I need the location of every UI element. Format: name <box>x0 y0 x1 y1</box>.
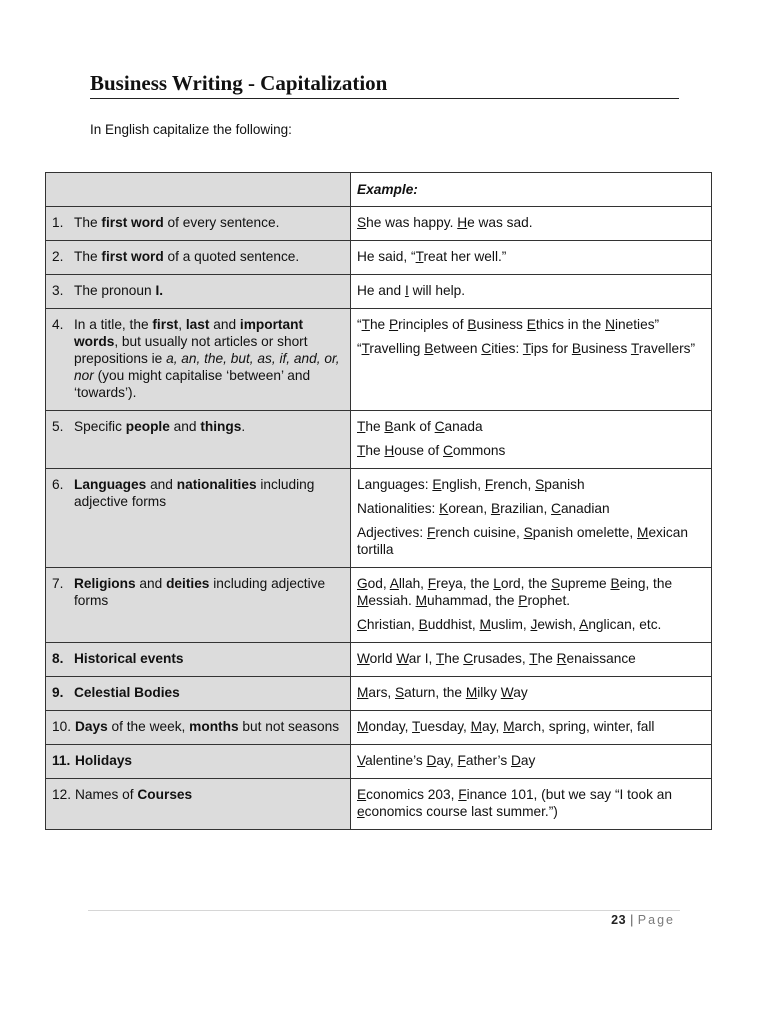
rule-text: Names of Courses <box>75 787 193 802</box>
rule-number: 12. <box>52 787 72 802</box>
example-text: He and I will help. <box>357 283 466 298</box>
example-text: God, Allah, Freya, the Lord, the Supreme Being, the Messiah. Muhammad, the Prophet. <box>357 576 673 608</box>
page-footer <box>611 913 675 927</box>
rule-cell <box>46 207 351 241</box>
rule-number: 8. <box>52 651 64 666</box>
rule-number: 9. <box>52 685 64 700</box>
rule-cell <box>46 241 351 275</box>
example-cell <box>351 309 712 411</box>
rule-text: Celestial Bodies <box>74 685 180 700</box>
rule-text: The pronoun I. <box>74 283 164 298</box>
rule-cell <box>46 469 351 568</box>
rule-text: Historical events <box>74 651 184 666</box>
example-cell <box>351 207 712 241</box>
rule-number: 6. <box>52 477 64 492</box>
footer-separator: | <box>630 913 634 927</box>
example-cell <box>351 241 712 275</box>
table-row <box>46 677 712 711</box>
example-cell <box>351 568 712 643</box>
capitalization-table <box>45 172 712 830</box>
table-row <box>46 275 712 309</box>
intro-text: In English capitalize the following: <box>90 122 292 137</box>
footer-divider <box>88 910 680 911</box>
example-cell <box>351 411 712 469</box>
header-example-cell <box>351 173 712 207</box>
example-text: “The Principles of Business Ethics in the Nineties” <box>357 317 660 332</box>
example-cell <box>351 677 712 711</box>
example-text: The Bank of Canada <box>357 419 483 434</box>
rule-cell <box>46 711 351 745</box>
rule-cell <box>46 309 351 411</box>
rule-text: Holidays <box>75 753 133 768</box>
rule-cell <box>46 779 351 830</box>
rule-cell <box>46 411 351 469</box>
rule-number: 4. <box>52 317 64 332</box>
page-number: 23 <box>611 913 627 927</box>
rule-text: Languages and nationalities including adjective forms <box>74 477 315 509</box>
rule-cell <box>46 745 351 779</box>
table-row <box>46 207 712 241</box>
table-row <box>46 241 712 275</box>
table-row <box>46 309 712 411</box>
table-row <box>46 568 712 643</box>
rule-number: 5. <box>52 419 64 434</box>
example-cell <box>351 745 712 779</box>
example-text: The House of Commons <box>357 443 506 458</box>
header-empty-cell <box>46 173 351 207</box>
rule-number: 7. <box>52 576 64 591</box>
rule-cell <box>46 568 351 643</box>
rule-text: Specific people and things. <box>74 419 246 434</box>
page-title: Business Writing - Capitalization <box>90 70 679 99</box>
table-row <box>46 643 712 677</box>
example-cell <box>351 779 712 830</box>
example-cell <box>351 275 712 309</box>
rule-number: 1. <box>52 215 64 230</box>
rule-number: 3. <box>52 283 64 298</box>
example-text: Economics 203, Finance 101, (but we say “I took an economics course last summer.”) <box>357 787 673 819</box>
example-text: World War I, The Crusades, The Renaissance <box>357 651 636 666</box>
example-text: Monday, Tuesday, May, March, spring, winter, fall <box>357 719 655 734</box>
example-text: He said, “Treat her well.” <box>357 249 507 264</box>
example-text: Nationalities: Korean, Brazilian, Canadian <box>357 501 610 516</box>
rule-cell <box>46 275 351 309</box>
table-row <box>46 779 712 830</box>
table-row <box>46 745 712 779</box>
rule-text: Days of the week, months but not seasons <box>75 719 340 734</box>
example-text: Christian, Buddhist, Muslim, Jewish, Anglican, etc. <box>357 617 662 632</box>
example-text: She was happy. He was sad. <box>357 215 533 230</box>
rule-number: 10. <box>52 719 72 734</box>
rule-cell <box>46 677 351 711</box>
example-text: “Travelling Between Cities: Tips for Business Travellers” <box>357 341 696 356</box>
example-cell <box>351 711 712 745</box>
example-text: Languages: English, French, Spanish <box>357 477 585 492</box>
rule-text: In a title, the first, last and important words, but usually not articles or short prepositions ie a, an, the, but, as, if, and, or, nor (you might capitalise ‘between’ and ‘towards’). <box>74 317 340 400</box>
table-row <box>46 711 712 745</box>
example-heading: Example: <box>357 182 418 197</box>
example-cell <box>351 469 712 568</box>
rule-text: The first word of every sentence. <box>74 215 280 230</box>
rule-number: 2. <box>52 249 64 264</box>
rule-cell <box>46 643 351 677</box>
example-text: Adjectives: French cuisine, Spanish omelette, Mexican tortilla <box>357 525 689 557</box>
example-cell <box>351 643 712 677</box>
example-text: Valentine’s Day, Father’s Day <box>357 753 536 768</box>
table-row <box>46 469 712 568</box>
rule-number: 11. <box>52 753 71 768</box>
table-row <box>46 411 712 469</box>
table-header-row <box>46 173 712 207</box>
page-word: Page <box>637 913 675 927</box>
example-text: Mars, Saturn, the Milky Way <box>357 685 528 700</box>
rule-text: The first word of a quoted sentence. <box>74 249 300 264</box>
rule-text: Religions and deities including adjective forms <box>74 576 326 608</box>
